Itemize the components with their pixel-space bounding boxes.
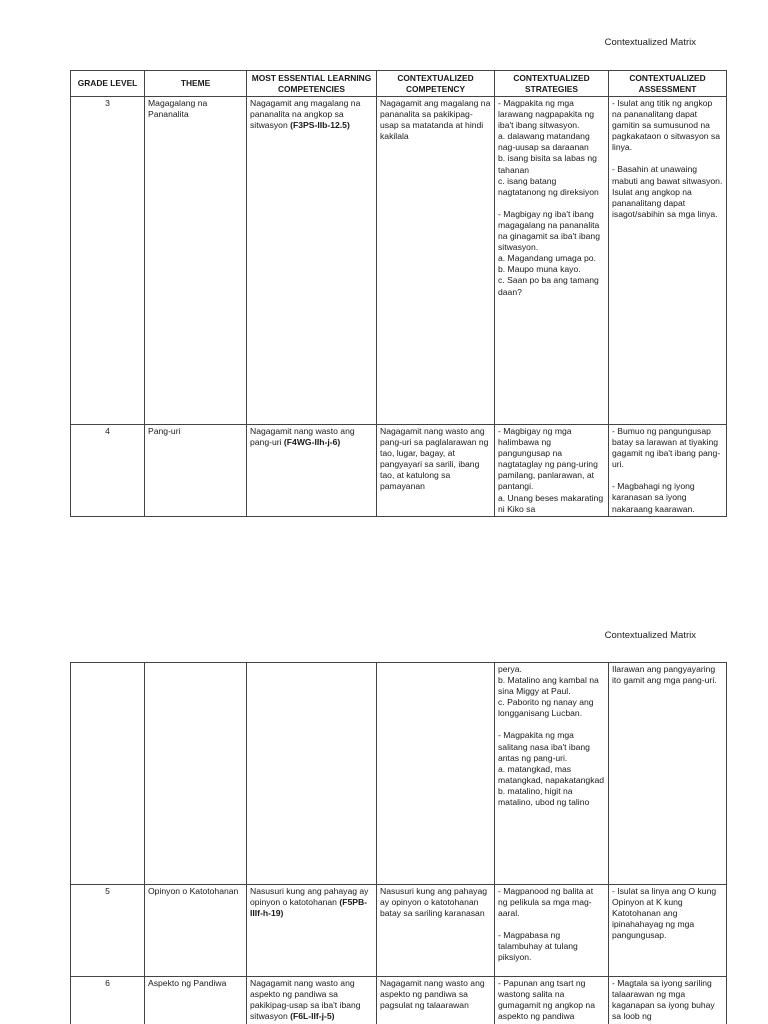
page-header-label: Contextualized Matrix <box>604 630 696 641</box>
table-header-row <box>71 71 727 97</box>
spacer <box>498 719 605 730</box>
table-row <box>71 97 727 425</box>
column-header-competency: CONTEXTUALIZED COMPETENCY <box>377 71 495 97</box>
strategy-line: perya. <box>498 664 522 674</box>
strategies-cell <box>495 885 609 977</box>
melc-text: Nagagamit nang wasto ang aspekto ng pandiwa sa pakikipag-usap sa iba't ibang sitwasyon <box>250 978 361 1022</box>
strategy-line: a. dalawang matandang nag-uusap sa daraanan <box>498 131 590 153</box>
theme-cell <box>145 663 247 885</box>
page-header-label: Contextualized Matrix <box>604 37 696 48</box>
column-header-strategies: CONTEXTUALIZED STRATEGIES <box>495 71 609 97</box>
competency-cell: Nagagamit ang magalang na pananalita sa pakikipag-usap sa matatanda at hindi kakilala <box>377 97 495 425</box>
melc-cell <box>247 885 377 977</box>
grade-cell: 3 <box>71 97 145 425</box>
competency-cell: Nagagamit nang wasto ang pang-uri sa paglalarawan ng tao, lugar, bagay, at pangyayari sa sarili, ibang tao, at katulong sa pamayanan <box>377 425 495 517</box>
strategy-line: b. matalino, higit na matalino, ubod ng talino <box>498 785 590 808</box>
strategy-line: - Magpanood ng balita at ng pelikula sa mga mag-aaral. <box>498 886 594 919</box>
strategies-cell <box>495 425 609 517</box>
strategy-line: - Magpakita ng mga salitang nasa iba't ibang antas ng pang-uri. <box>498 730 590 763</box>
melc-text: Nasusuri kung ang pahayag ay opinyon o katotohanan <box>250 886 369 908</box>
column-header-theme: THEME <box>145 71 247 97</box>
matrix-table <box>70 70 727 517</box>
table-row <box>71 977 727 1024</box>
strategy-line: - Magpakita ng mga larawang nagpapakita ng iba't ibang sitwasyon. <box>498 98 595 131</box>
melc-cell <box>247 97 377 425</box>
assessment-line: - Isulat ang titik ng angkop na pananalitang dapat gamitin sa sumusunod na pagkakataon o sitwasyon sa linya. <box>612 98 720 153</box>
page-gap <box>0 558 768 598</box>
melc-cell <box>247 977 377 1024</box>
assessment-line: - Basahin at unawaing mabuti ang bawat sitwasyon. Isulat ang angkop na pananalitang dapat isagot/sabihin sa mga linya. <box>612 164 723 219</box>
assessment-line: - Magbahagi ng iyong karanasan sa iyong nakaraang kaarawan. <box>612 481 695 514</box>
strategy-line: b. Matalino ang kambal na sina Miggy at Paul. <box>498 675 599 697</box>
assessment-cell <box>609 97 727 425</box>
assessment-cell <box>609 977 727 1024</box>
theme-cell: Magagalang na Pananalita <box>145 97 247 425</box>
melc-text: Nagagamit nang wasto ang pang-uri <box>250 426 355 448</box>
column-header-melc: MOST ESSENTIAL LEARNING COMPETENCIES <box>247 71 377 97</box>
strategy-line: b. isang bisita sa labas ng tahanan <box>498 153 597 175</box>
column-header-assessment: CONTEXTUALIZED ASSESSMENT <box>609 71 727 97</box>
strategies-cell <box>495 663 609 885</box>
melc-cell <box>247 663 377 885</box>
melc-cell <box>247 425 377 517</box>
assessment-cell <box>609 425 727 517</box>
strategy-line: - Magbigay ng iba't ibang magagalang na pananalita na ginagamit sa iba't ibang sitwasyon. <box>498 208 600 253</box>
theme-cell: Opinyon o Katotohanan <box>145 885 247 977</box>
melc-code: (F5PB-IIIf-h-19) <box>250 897 368 919</box>
column-header-grade-level: GRADE LEVEL <box>71 71 145 97</box>
competency-cell: Nagagamit nang wasto ang aspekto ng pandiwa sa pagsulat ng talaarawan <box>377 977 495 1024</box>
assessment-line: - Isulat sa linya ang O kung Opinyon at K kung Katotohanan ang ipinahahayag ng mga pangungusap. <box>612 886 717 941</box>
theme-cell: Aspekto ng Pandiwa <box>145 977 247 1024</box>
spacer <box>498 198 605 209</box>
table-row <box>71 885 727 977</box>
strategies-cell <box>495 977 609 1024</box>
spacer <box>612 470 723 481</box>
grade-cell: 4 <box>71 425 145 517</box>
melc-code: (F3PS-IIb-12.5) <box>290 120 350 131</box>
assessment-line: - Bumuo ng pangungusap batay sa larawan at tiyaking gagamit ng iba't ibang pang-uri. <box>612 426 721 470</box>
assessment-line: - Magtala sa iyong sariling talaarawan ng mga kaganapan sa iyong buhay sa loob ng <box>612 978 715 1022</box>
strategy-line: a. Unang beses makarating ni Kiko sa <box>498 492 604 514</box>
grade-cell: 5 <box>71 885 145 977</box>
page-2 <box>0 612 768 1024</box>
strategy-line: - Papunan ang tsart ng wastong salita na gumagamit ng angkop na aspekto ng pandiwa <box>498 978 595 1022</box>
matrix-table-continued <box>70 662 727 1024</box>
strategy-line: - Magbigay ng mga halimbawa ng pangungusap na nagtataglay ng pang-uring pamilang, panlarawan, at pantangi. <box>498 426 598 492</box>
spacer <box>612 153 723 164</box>
strategy-line: a. Magandang umaga po. <box>498 253 596 264</box>
competency-cell <box>377 663 495 885</box>
table-row <box>71 663 727 885</box>
melc-text: Nagagamit ang magalang na pananalita na angkop sa sitwasyon <box>250 98 361 131</box>
strategies-cell <box>495 97 609 425</box>
assessment-cell <box>609 663 727 885</box>
assessment-cell <box>609 885 727 977</box>
strategy-line: a. matangkad, mas matangkad, napakatangkad <box>498 763 605 785</box>
strategy-line: - Magpabasa ng talambuhay at tulang piksiyon. <box>498 930 578 963</box>
strategy-line: b. Maupo muna kayo. <box>498 264 581 275</box>
grade-cell: 6 <box>71 977 145 1024</box>
melc-code: (F4WG-IIh-j-6) <box>283 437 341 448</box>
melc-code: (F6L-IIf-j-5) <box>290 1011 335 1022</box>
theme-cell: Pang-uri <box>145 425 247 517</box>
strategy-line: c. isang batang nagtatanong ng direksiyon <box>498 175 599 197</box>
strategy-line: c. Saan po ba ang tamang daan? <box>498 275 599 297</box>
competency-cell: Nasusuri kung ang pahayag ay opinyon o katotohanan batay sa sariling karanasan <box>377 885 495 977</box>
grade-cell <box>71 663 145 885</box>
assessment-line: Ilarawan ang pangyayaring ito gamit ang mga pang-uri. <box>612 664 717 686</box>
table-row <box>71 425 727 517</box>
spacer <box>498 919 605 930</box>
strategy-line: c. Paborito ng nanay ang longganisang Lucban. <box>498 697 594 719</box>
